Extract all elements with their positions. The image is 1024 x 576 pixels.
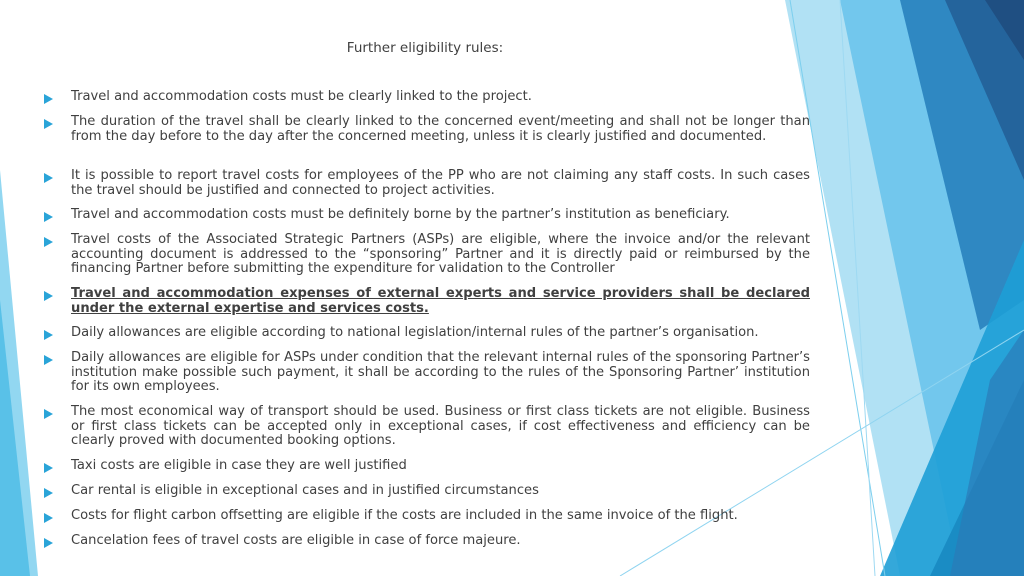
triangle-right-icon	[40, 351, 71, 367]
bullet-text: Costs for flight carbon offsetting are eligible if the costs are included in the same invoice of the flight.	[71, 508, 738, 523]
bullet-text: Daily allowances are eligible for ASPs under condition that the relevant internal rules of the sponsoring Partner’s institution make possible such payment, it shall be according to the rules of the Sponsoring Partner’ institution for its own employees.	[71, 350, 810, 395]
list-item	[40, 405, 810, 449]
list-item	[40, 326, 810, 342]
list-item	[40, 233, 810, 277]
triangle-right-icon	[40, 459, 71, 475]
triangle-right-icon	[40, 484, 71, 500]
bullet-text: Taxi costs are eligible in case they are well justified	[71, 458, 407, 473]
bullet-text: Cancelation fees of travel costs are eligible in case of force majeure.	[71, 533, 521, 548]
bullet-text: Daily allowances are eligible according to national legislation/internal rules of the partner’s organisation.	[71, 325, 759, 340]
triangle-right-icon	[40, 169, 71, 185]
bullet-text: Car rental is eligible in exceptional cases and in justified circumstances	[71, 483, 539, 498]
triangle-right-icon	[40, 115, 71, 131]
triangle-right-icon	[40, 509, 71, 525]
bullet-text: Travel and accommodation costs must be clearly linked to the project.	[71, 89, 532, 104]
triangle-right-icon	[40, 208, 71, 224]
bullet-text: The duration of the travel shall be clearly linked to the concerned event/meeting and shall not be longer than from the day before to the day after the concerned meeting, unless it is clearly justified and documented.	[71, 114, 810, 144]
list-item	[40, 115, 810, 144]
list-item	[40, 351, 810, 395]
list-item	[40, 459, 810, 475]
bullet-text: The most economical way of transport should be used. Business or first class tickets are not eligible. Business or first class tickets can be accepted only in exceptional cases, if cost effectiveness and efficiency can be clearly proved with documented booking options.	[71, 404, 810, 449]
list-item	[40, 534, 810, 550]
bullet-text: It is possible to report travel costs for employees of the PP who are not claiming any staff costs. In such cases the travel should be justified and connected to project activities.	[71, 168, 810, 198]
list-item	[40, 208, 810, 224]
bullet-text: Travel and accommodation costs must be definitely borne by the partner’s institution as beneficiary.	[71, 207, 730, 222]
list-item	[40, 287, 810, 316]
bullet-text-emphasized: Travel and accommodation expenses of external experts and service providers shall be declared under the external expertise and services costs.	[71, 286, 810, 316]
list-item	[40, 90, 810, 106]
slide-title: Further eligibility rules:	[346, 40, 504, 56]
triangle-right-icon	[40, 326, 71, 342]
triangle-right-icon	[40, 534, 71, 550]
list-item	[40, 509, 810, 525]
list-item	[40, 484, 810, 500]
triangle-right-icon	[40, 287, 71, 303]
list-item	[40, 169, 810, 198]
triangle-right-icon	[40, 90, 71, 106]
bullet-text: Travel costs of the Associated Strategic Partners (ASPs) are eligible, where the invoice and/or the relevant accounting document is addressed to the “sponsoring” Partner and it is directly paid or reimbursed by the financing Partner before submitting the expenditure for validation to the Controller	[71, 232, 810, 277]
triangle-right-icon	[40, 405, 71, 421]
triangle-right-icon	[40, 233, 71, 249]
